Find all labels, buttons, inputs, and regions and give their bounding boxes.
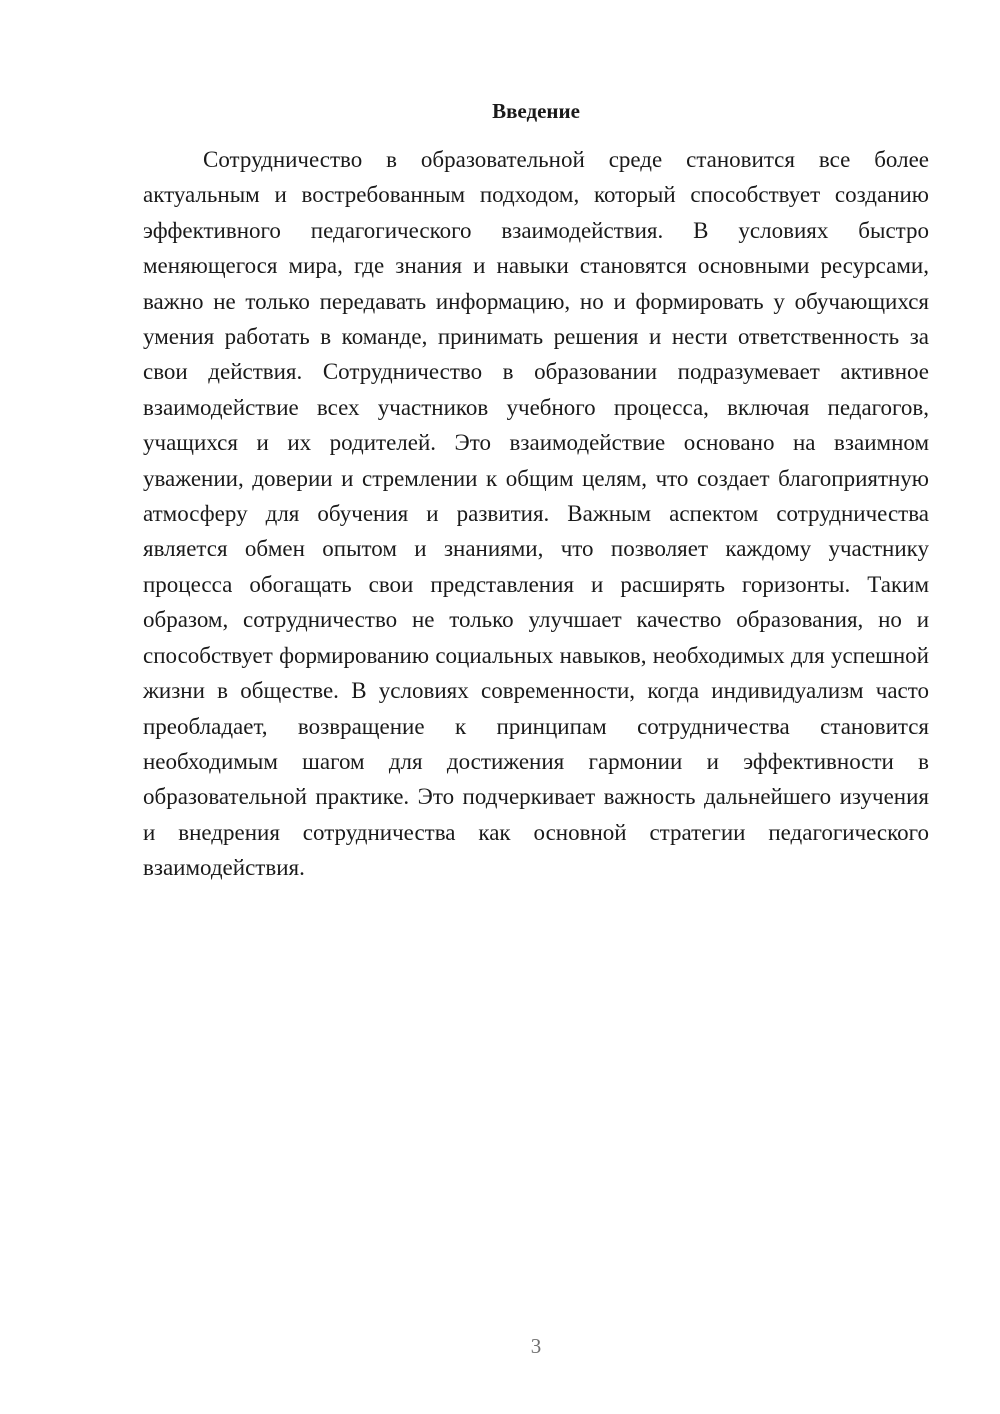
page-number: 3 [530, 1334, 542, 1358]
body-paragraph: Сотрудничество в образовательной среде становится все более актуальным и востребованным подходом, который способствует созданию эффективного педагогического взаимодействия. В условиях быстро меняющегося мира, где знания и навыки становятся основными ресурсами, важно не только передавать информацию, но и формировать у обучающихся умения работать в команде, принимать решения и нести ответственность за свои действия. Сотрудничество в образовании подразумевает активное взаимодействие всех участников учебного процесса, включая педагогов, учащихся и их родителей. Это взаимодействие основано на взаимном уважении, доверии и стремлении к общим целям, что создает благоприятную атмосферу для обучения и развития. Важным аспектом сотрудничества является обмен опытом и знаниями, что позволяет каждому участнику процесса обогащать свои представления и расширять горизонты. Таким образом, сотрудничество не только улучшает качество образования, но и способствует формированию социальных навыков, необходимых для успешной жизни в обществе. В условиях современности, когда индивидуализм часто преобладает, возвращение к принципам сотрудничества становится необходимым шагом для достижения гармонии и эффективности в образовательной практике. Это подчеркивает важность дальнейшего изучения и внедрения сотрудничества как основной стратегии педагогического взаимодействия. [143, 147, 929, 881]
section-heading: Введение [492, 99, 580, 123]
